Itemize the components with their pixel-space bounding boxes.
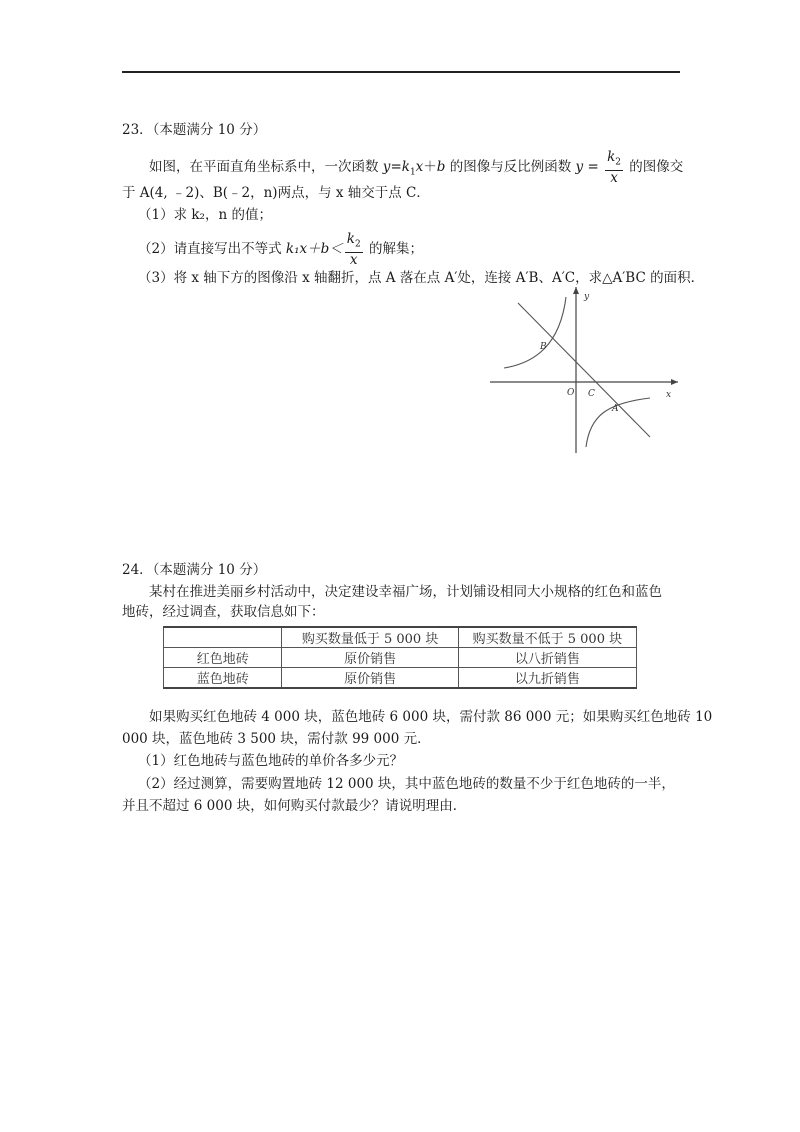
table-cell: 购买数量低于 5 000 块 [282, 627, 458, 648]
table-cell: 蓝色地砖 [164, 668, 282, 689]
q23-intro: 如图，在平面直角坐标系中，一次函数 $y=k_1x+b$ 的图像与反比例函数 y = $\frac{k_2}{x}$ 的图像交 [149, 149, 684, 186]
table-row [164, 668, 637, 689]
table-cell: 以八折销售 [458, 648, 636, 668]
table-cell: 原价销售 [282, 668, 458, 689]
x-axis-arrow [671, 379, 678, 385]
coordinate-graph [490, 285, 680, 455]
q24-part1: （1）红色地砖与蓝色地砖的单价各多少元？ [138, 753, 404, 769]
table-cell: 购买数量不低于 5 000 块 [458, 627, 636, 648]
q24-part2a: （2）经过测算，需要购置地砖 12 000 块，其中蓝色地砖的数量不少于红色地砖的一半， [138, 776, 675, 792]
q24-intro1: 某村在推进美丽乡村活动中，决定建设幸福广场，计划铺设相同大小规格的红色和蓝色 [149, 584, 662, 600]
top-rule [122, 71, 680, 73]
q23-line2: 于 A(4, ﹣2)、B(﹣2，n)两点，与 x 轴交于点 C． [122, 185, 430, 201]
q23-part2: （2）请直接写出不等式 k₁x＋b＜ $\frac{k_2}{x}$ 的解集； [138, 231, 423, 268]
label-c: C [588, 389, 595, 399]
q23-part3: （3）将 x 轴下方的图像沿 x 轴翻折，点 A 落在点 A′处，连接 A′B、A′C，求△A′BC 的面积． [138, 270, 705, 286]
linear-function-line [518, 303, 650, 437]
table-row [164, 648, 637, 668]
q23-part1: （1）求 k₂，n 的值； [138, 207, 272, 223]
label-origin: O [567, 388, 575, 398]
y-axis-arrow [573, 287, 579, 294]
fraction-k2-over-x: $\frac{k_2}{x}$ [607, 149, 622, 186]
q24-part2b: 并且不超过 6 000 块，如何购买付款最少？请说明理由． [122, 798, 467, 814]
q24-para2: 000 块，蓝色地砖 3 500 块，需付款 99 000 元． [122, 731, 431, 747]
table-cell: 红色地砖 [164, 648, 282, 668]
table-cell [164, 627, 282, 648]
q23-header: 23．（本题满分 10 分） [122, 122, 267, 138]
label-x: x [666, 390, 672, 400]
label-b: B [540, 342, 547, 352]
q24-intro2: 地砖，经过调查，获取信息如下： [122, 604, 325, 620]
table-cell: 原价销售 [282, 648, 458, 668]
table-cell: 以九折销售 [458, 668, 636, 689]
label-y: y [584, 292, 590, 302]
q24-para1: 如果购买红色地砖 4 000 块，蓝色地砖 6 000 块，需付款 86 000 元；如果购买红色地砖 10 [149, 709, 713, 725]
hyperbola-branch-upper [504, 297, 566, 368]
tile-info-table [163, 626, 637, 689]
table-header-row [164, 627, 637, 648]
fraction-k2-over-x-2: $\frac{k_2}{x}$ [346, 231, 361, 268]
q24-header: 24．（本题满分 10 分） [122, 562, 267, 578]
label-a: A [612, 404, 619, 414]
